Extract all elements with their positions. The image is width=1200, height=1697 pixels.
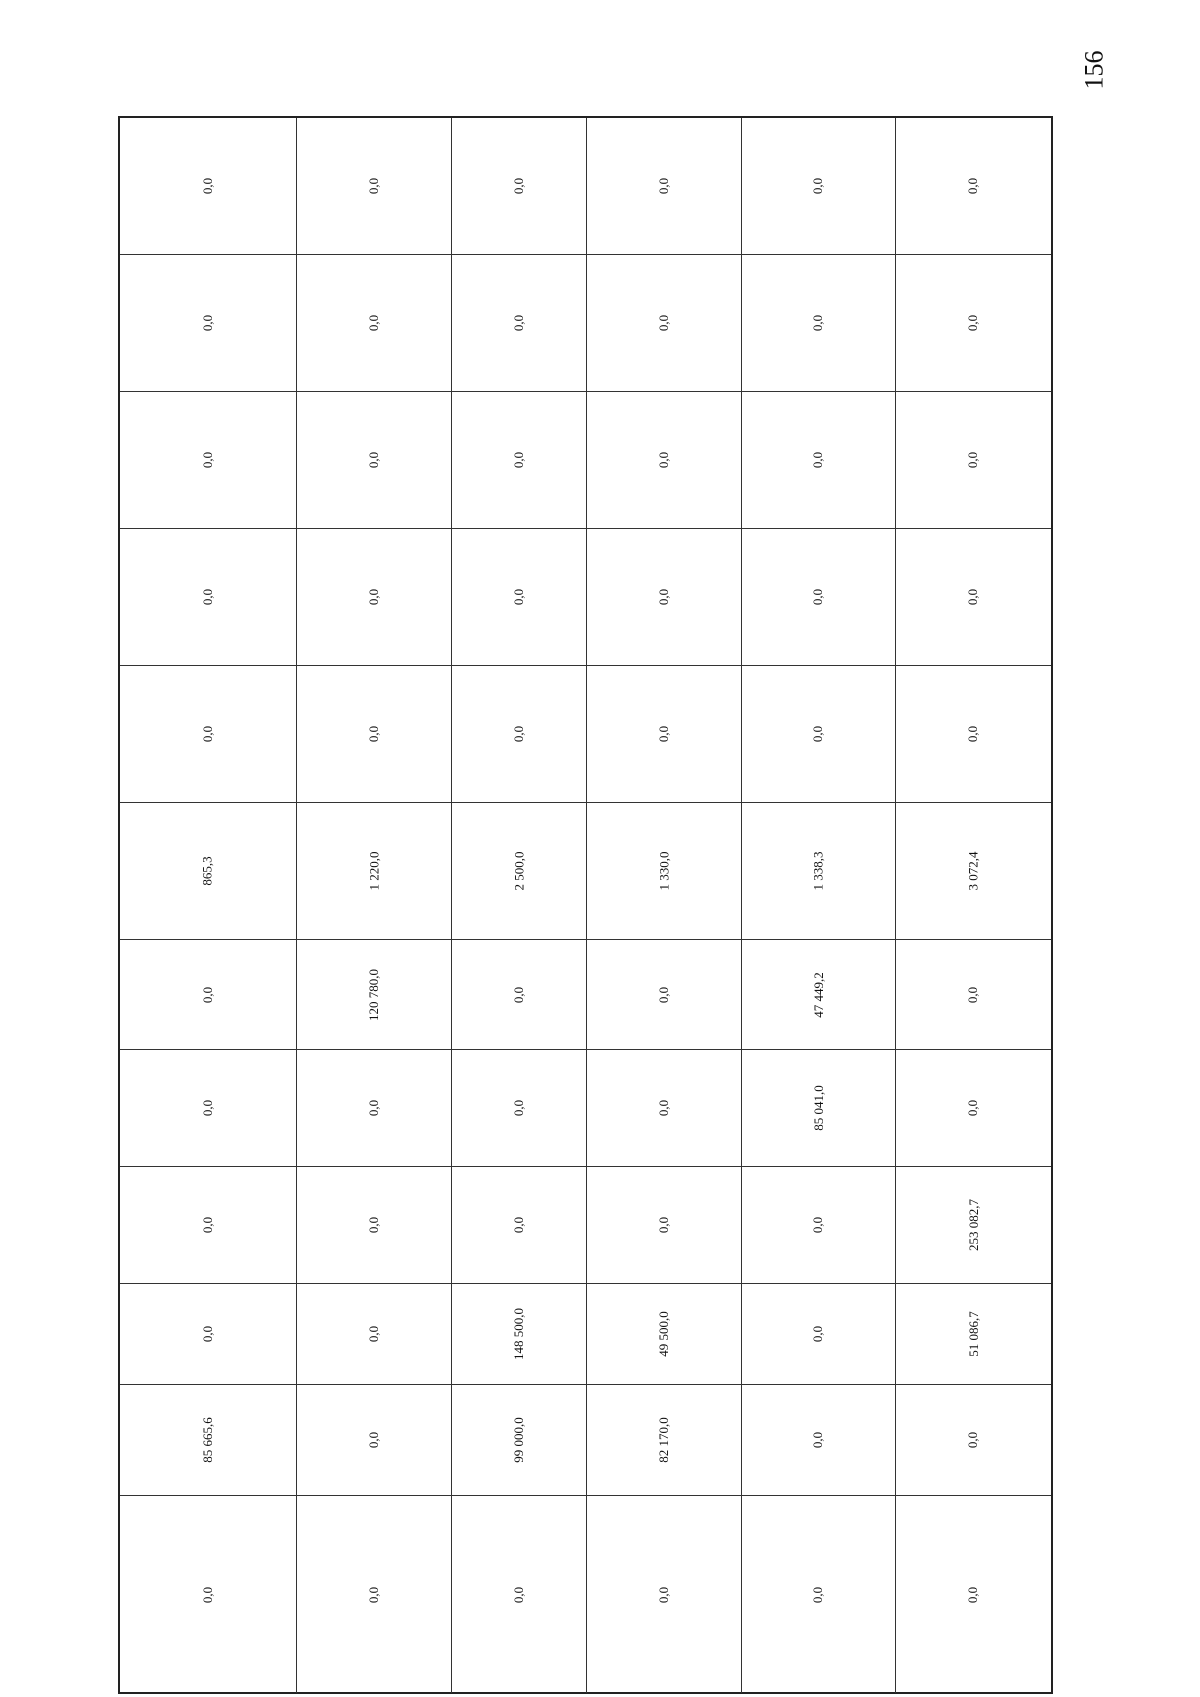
table-cell xyxy=(120,1496,297,1693)
table-cell xyxy=(742,255,896,392)
table-cell-value: 0,0 xyxy=(366,588,381,606)
table-cell xyxy=(742,803,896,940)
table-cell-value: 0,0 xyxy=(810,1431,826,1449)
table-cell-value: 0,0 xyxy=(366,1586,381,1603)
table-cell-value: 85 665,6 xyxy=(200,1417,215,1463)
table-cell xyxy=(452,255,587,392)
table-cell xyxy=(742,666,896,803)
table-cell-value: 0,0 xyxy=(366,451,381,469)
table-cell xyxy=(587,1385,742,1496)
table-cell xyxy=(297,118,452,255)
table-cell xyxy=(587,1284,742,1385)
table-cell xyxy=(587,392,742,529)
table-cell-value: 0,0 xyxy=(965,1431,981,1449)
table-cell-value: 0,0 xyxy=(200,1099,215,1117)
table-cell xyxy=(120,666,297,803)
table-cell-value: 0,0 xyxy=(200,1325,215,1343)
table-cell-value: 0,0 xyxy=(965,1586,981,1603)
table-cell xyxy=(297,392,452,529)
table-cell xyxy=(297,1050,452,1167)
table-cell xyxy=(896,1167,1051,1284)
table-cell xyxy=(587,529,742,666)
table-cell-value: 0,0 xyxy=(511,588,526,606)
table-cell-value: 0,0 xyxy=(965,177,981,195)
table-cell xyxy=(896,803,1051,940)
table-cell xyxy=(587,803,742,940)
table-cell-value: 2 500,0 xyxy=(511,851,526,891)
table-cell xyxy=(452,1284,587,1385)
table-cell-value: 0,0 xyxy=(200,725,215,743)
table-cell-value: 0,0 xyxy=(366,177,381,195)
table-cell-value: 0,0 xyxy=(366,314,381,332)
table-cell xyxy=(297,1385,452,1496)
table-cell xyxy=(120,803,297,940)
table-cell xyxy=(587,255,742,392)
table-cell xyxy=(120,255,297,392)
table-cell-value: 0,0 xyxy=(656,725,671,743)
table-cell xyxy=(120,118,297,255)
table-cell-value: 0,0 xyxy=(810,1325,826,1343)
table-cell xyxy=(742,1167,896,1284)
table-cell-value: 0,0 xyxy=(965,451,981,469)
table-cell xyxy=(297,529,452,666)
table-cell-value: 0,0 xyxy=(656,588,671,606)
table-cell-value: 0,0 xyxy=(656,1099,671,1117)
table-cell-value: 0,0 xyxy=(810,1586,826,1603)
table-cell xyxy=(896,1496,1051,1693)
table-cell-value: 0,0 xyxy=(511,177,526,195)
table-cell-value: 0,0 xyxy=(511,451,526,469)
table-cell xyxy=(896,1050,1051,1167)
table-cell-value: 3 072,4 xyxy=(965,851,981,891)
table-cell xyxy=(297,1167,452,1284)
table-cell-value: 0,0 xyxy=(511,1099,526,1117)
table-cell-value: 0,0 xyxy=(200,451,215,469)
table-cell-value: 0,0 xyxy=(810,1216,826,1234)
table-cell-value: 0,0 xyxy=(200,177,215,195)
table-cell xyxy=(120,392,297,529)
table-cell xyxy=(297,803,452,940)
table-cell-value: 0,0 xyxy=(656,451,671,469)
table-cell-value: 0,0 xyxy=(200,986,215,1003)
table-cell-value: 865,3 xyxy=(200,856,215,886)
table-cell-value: 1 338,3 xyxy=(810,851,826,891)
table-cell-value: 82 170,0 xyxy=(656,1417,671,1463)
table-cell xyxy=(742,392,896,529)
table-cell-value: 253 082,7 xyxy=(965,1199,981,1251)
table-cell xyxy=(452,803,587,940)
table-cell xyxy=(120,1284,297,1385)
table-cell-value: 49 500,0 xyxy=(656,1311,671,1357)
table-cell xyxy=(297,1496,452,1693)
table-cell-value: 0,0 xyxy=(511,1216,526,1234)
table-cell-value: 148 500,0 xyxy=(511,1308,526,1360)
table-cell xyxy=(297,666,452,803)
table-cell-value: 0,0 xyxy=(656,986,671,1003)
table-cell xyxy=(896,392,1051,529)
table-cell xyxy=(742,1496,896,1693)
table-cell xyxy=(120,1167,297,1284)
table-cell-value: 0,0 xyxy=(511,986,526,1003)
table-cell-value: 120 780,0 xyxy=(366,968,381,1021)
table-cell-value: 0,0 xyxy=(656,177,671,195)
table-cell-value: 0,0 xyxy=(511,314,526,332)
table-cell xyxy=(587,1167,742,1284)
table-cell-value: 0,0 xyxy=(366,1216,381,1234)
table-cell xyxy=(452,1385,587,1496)
table-cell xyxy=(896,1284,1051,1385)
table-cell xyxy=(452,940,587,1050)
table-cell xyxy=(742,940,896,1050)
table-cell xyxy=(742,529,896,666)
table-cell xyxy=(452,392,587,529)
table-cell xyxy=(896,255,1051,392)
table-cell xyxy=(742,1284,896,1385)
table-cell xyxy=(742,1050,896,1167)
table-cell xyxy=(742,118,896,255)
table-cell xyxy=(120,940,297,1050)
table-cell-value: 0,0 xyxy=(965,314,981,332)
table-cell-value: 0,0 xyxy=(200,1216,215,1234)
table-cell xyxy=(896,1385,1051,1496)
table-cell xyxy=(297,255,452,392)
data-table xyxy=(118,116,1053,1694)
table-cell-value: 0,0 xyxy=(656,1216,671,1234)
table-cell xyxy=(452,1496,587,1693)
table-cell xyxy=(120,1050,297,1167)
table-cell-value: 0,0 xyxy=(810,451,826,469)
table-cell-value: 0,0 xyxy=(366,1099,381,1117)
table-cell xyxy=(896,666,1051,803)
table-cell-value: 0,0 xyxy=(511,725,526,743)
table-cell xyxy=(452,118,587,255)
table-cell xyxy=(896,529,1051,666)
table-cell-value: 0,0 xyxy=(810,177,826,195)
table-cell-value: 1 330,0 xyxy=(656,851,671,891)
table-cell-value: 0,0 xyxy=(965,1099,981,1117)
table-cell-value: 0,0 xyxy=(656,1586,671,1603)
table-cell xyxy=(587,1496,742,1693)
table-cell-value: 0,0 xyxy=(511,1586,526,1603)
table-cell-value: 51 086,7 xyxy=(965,1311,981,1357)
table-cell-value: 0,0 xyxy=(366,1431,381,1449)
table-cell xyxy=(452,529,587,666)
table-cell-value: 85 041,0 xyxy=(810,1085,826,1131)
table-cell xyxy=(297,1284,452,1385)
table-cell-value: 0,0 xyxy=(366,1325,381,1343)
table-cell-value: 0,0 xyxy=(810,314,826,332)
table-cell-value: 1 220,0 xyxy=(366,851,381,891)
table-cell-value: 0,0 xyxy=(810,588,826,606)
table-cell xyxy=(587,1050,742,1167)
table-cell-value: 0,0 xyxy=(810,725,826,743)
table-cell-value: 0,0 xyxy=(965,588,981,606)
table-cell-value: 99 000,0 xyxy=(511,1417,526,1463)
table-cell-value: 0,0 xyxy=(200,588,215,606)
page-number xyxy=(1078,40,1110,100)
table-cell-value: 0,0 xyxy=(366,725,381,743)
table-cell xyxy=(896,118,1051,255)
table-cell-value: 0,0 xyxy=(200,314,215,332)
table-cell xyxy=(587,118,742,255)
table-cell xyxy=(452,666,587,803)
table-cell-value: 0,0 xyxy=(656,314,671,332)
table-cell-value: 0,0 xyxy=(965,725,981,743)
table-cell-value: 0,0 xyxy=(965,986,981,1003)
table-cell xyxy=(587,666,742,803)
table-cell-value: 0,0 xyxy=(200,1586,215,1603)
table-cell xyxy=(896,940,1051,1050)
table-cell-value: 47 449,2 xyxy=(810,971,826,1018)
table-cell xyxy=(587,940,742,1050)
table-cell xyxy=(452,1050,587,1167)
table-cell xyxy=(452,1167,587,1284)
page-number-text: 156 xyxy=(1079,50,1108,90)
table-cell xyxy=(120,529,297,666)
table-cell xyxy=(742,1385,896,1496)
table-cell xyxy=(120,1385,297,1496)
table-cell xyxy=(297,940,452,1050)
